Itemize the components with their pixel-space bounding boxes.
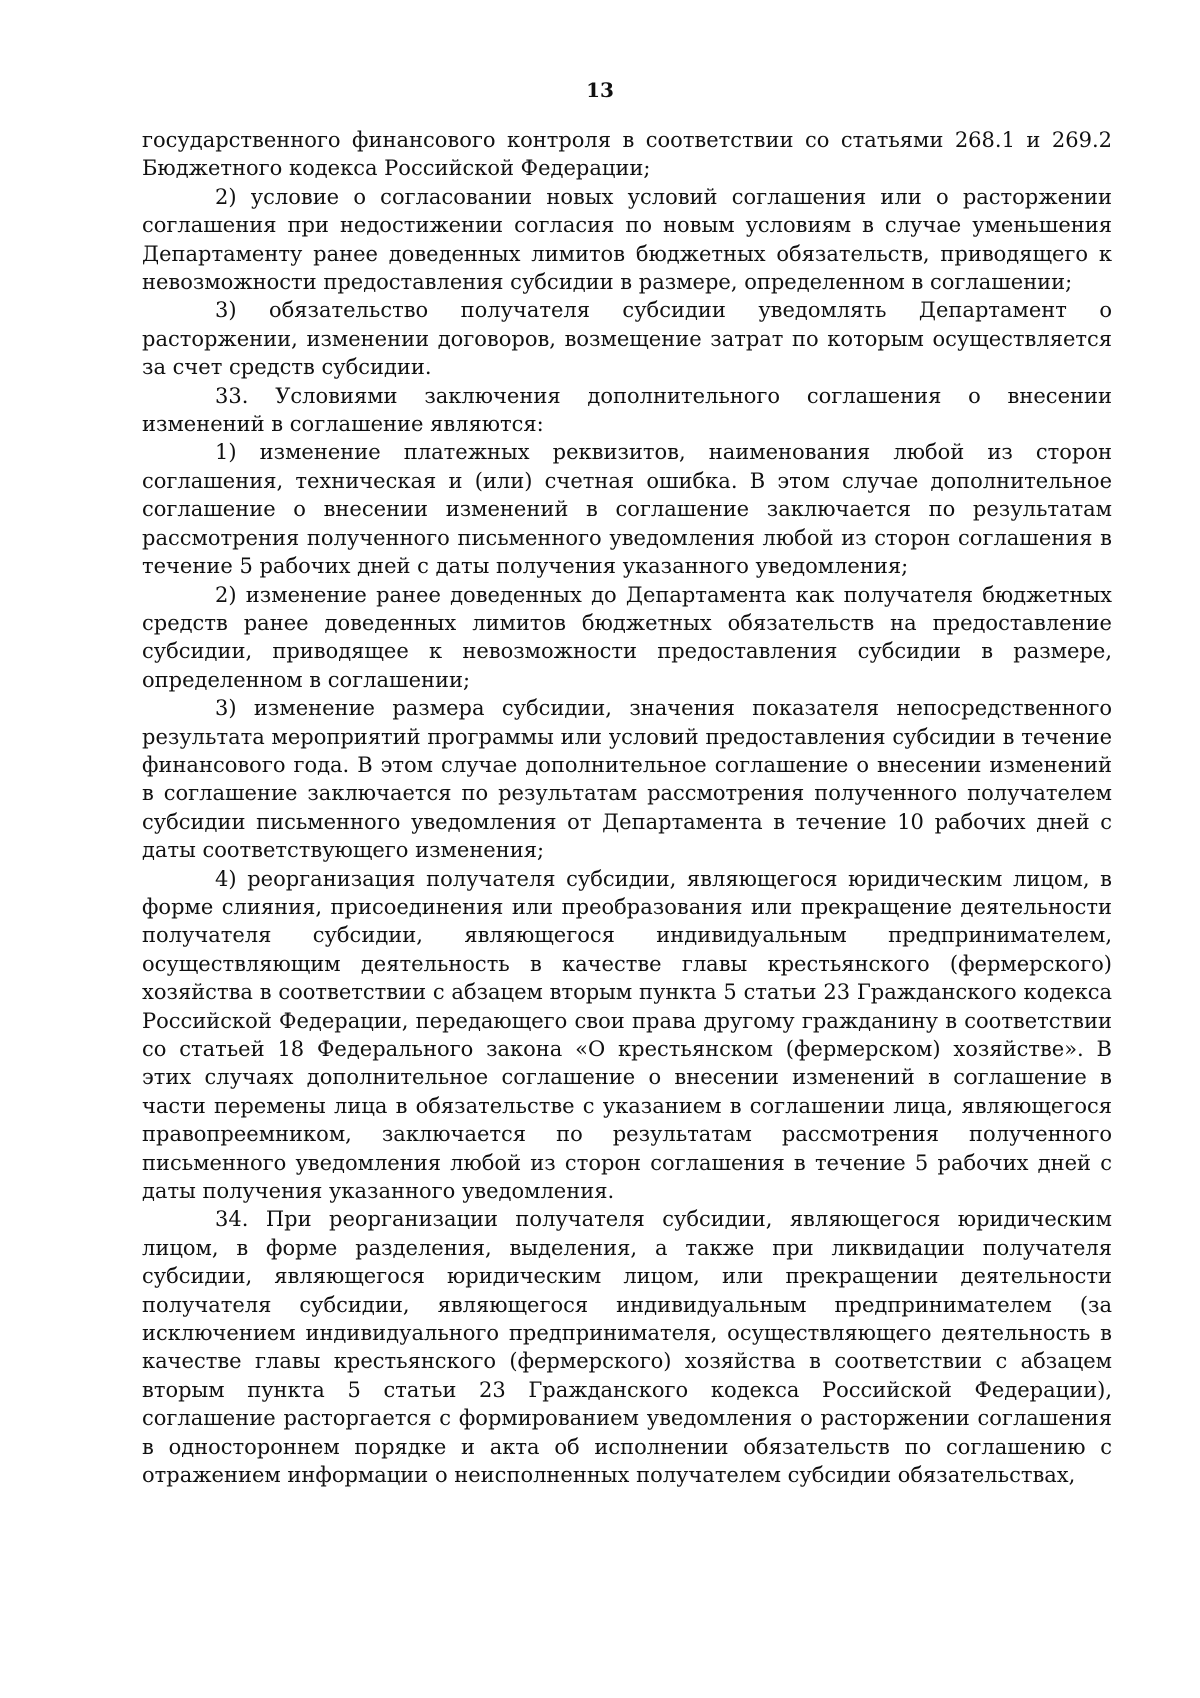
paragraph-33-item-1: 1) изменение платежных реквизитов, наименования любой из сторон соглашения, техническая и (или) счетная ошибка. В этом случае дополнительное соглашение о внесении изменений в соглашение заключается по результатам рассмотрения полученного письменного уведомления любой из сторон соглашения в течение 5 рабочих дней с даты получения указанного уведомления; xyxy=(142,440,1112,579)
document-body xyxy=(142,126,1112,1490)
paragraph-item-2: 2) условие о согласовании новых условий соглашения или о расторжении соглашения при недостижении согласия по новым условиям в случае уменьшения Департаменту ранее доведенных лимитов бюджетных обязательств, приводящего к невозможности предоставления субсидии в размере, определенном в соглашении; xyxy=(142,184,1112,295)
paragraph-continuation: государственного финансового контроля в соответствии со статьями 268.1 и 269.2 Бюджетного кодекса Российской Федерации; xyxy=(142,128,1112,181)
paragraph-section-34: 34. При реорганизации получателя субсидии, являющегося юридическим лицом, в форме разделения, выделения, а также при ликвидации получателя субсидии, являющегося юридическим лицом, или прекращении деятельности получателя субсидии, являющегося индивидуальным предпринимателем (за исключением индивидуального предпринимателя, осуществляющего деятельность в качестве главы крестьянского (фермерского) хозяйства в соответствии с абзацем вторым пункта 5 статьи 23 Гражданского кодекса Российской Федерации), соглашение расторгается с формированием уведомления о расторжении соглашения в одностороннем порядке и акта об исполнении обязательств по соглашению с отражением информации о неисполненных получателем субсидии обязательствах, xyxy=(142,1207,1112,1488)
page-number: 13 xyxy=(586,78,614,102)
paragraph-33-item-4: 4) реорганизация получателя субсидии, являющегося юридическим лицом, в форме слияния, присоединения или преобразования или прекращение деятельности получателя субсидии, являющегося индивидуальным предпринимателем, осуществляющим деятельность в качестве главы крестьянского (фермерского) хозяйства в соответствии с абзацем вторым пункта 5 статьи 23 Гражданского кодекса Российской Федерации, передающего свои права другому гражданину в соответствии со статьей 18 Федерального закона «О крестьянском (фермерском) хозяйстве». В этих случаях дополнительное соглашение о внесении изменений в соглашение в части перемены лица в обязательстве с указанием в соглашении лица, являющегося правопреемником, заключается по результатам рассмотрения полученного письменного уведомления любой из сторон соглашения в течение 5 рабочих дней с даты получения указанного уведомления. xyxy=(142,866,1112,1204)
paragraph-33-item-2: 2) изменение ранее доведенных до Департамента как получателя бюджетных средств ранее доведенных лимитов бюджетных обязательств на предоставление субсидии, приводящее к невозможности предоставления субсидии в размере, определенном в соглашении; xyxy=(142,582,1112,692)
paragraph-section-33: 33. Условиями заключения дополнительного соглашения о внесении изменений в соглашение являются: xyxy=(142,383,1112,437)
paragraph-33-item-3: 3) изменение размера субсидии, значения показателя непосредственного результата мероприятий программы или условий предоставления субсидии в течение финансового года. В этом случае дополнительное соглашение о внесении изменений в соглашение заключается по результатам рассмотрения полученного получателем субсидии письменного уведомления от Департамента в течение 10 рабочих дней с даты соответствующего изменения; xyxy=(142,696,1112,863)
paragraph-item-3: 3) обязательство получателя субсидии уведомлять Департамент о расторжении, изменении договоров, возмещение затрат по которым осуществляется за счет средств субсидии. xyxy=(142,298,1112,380)
